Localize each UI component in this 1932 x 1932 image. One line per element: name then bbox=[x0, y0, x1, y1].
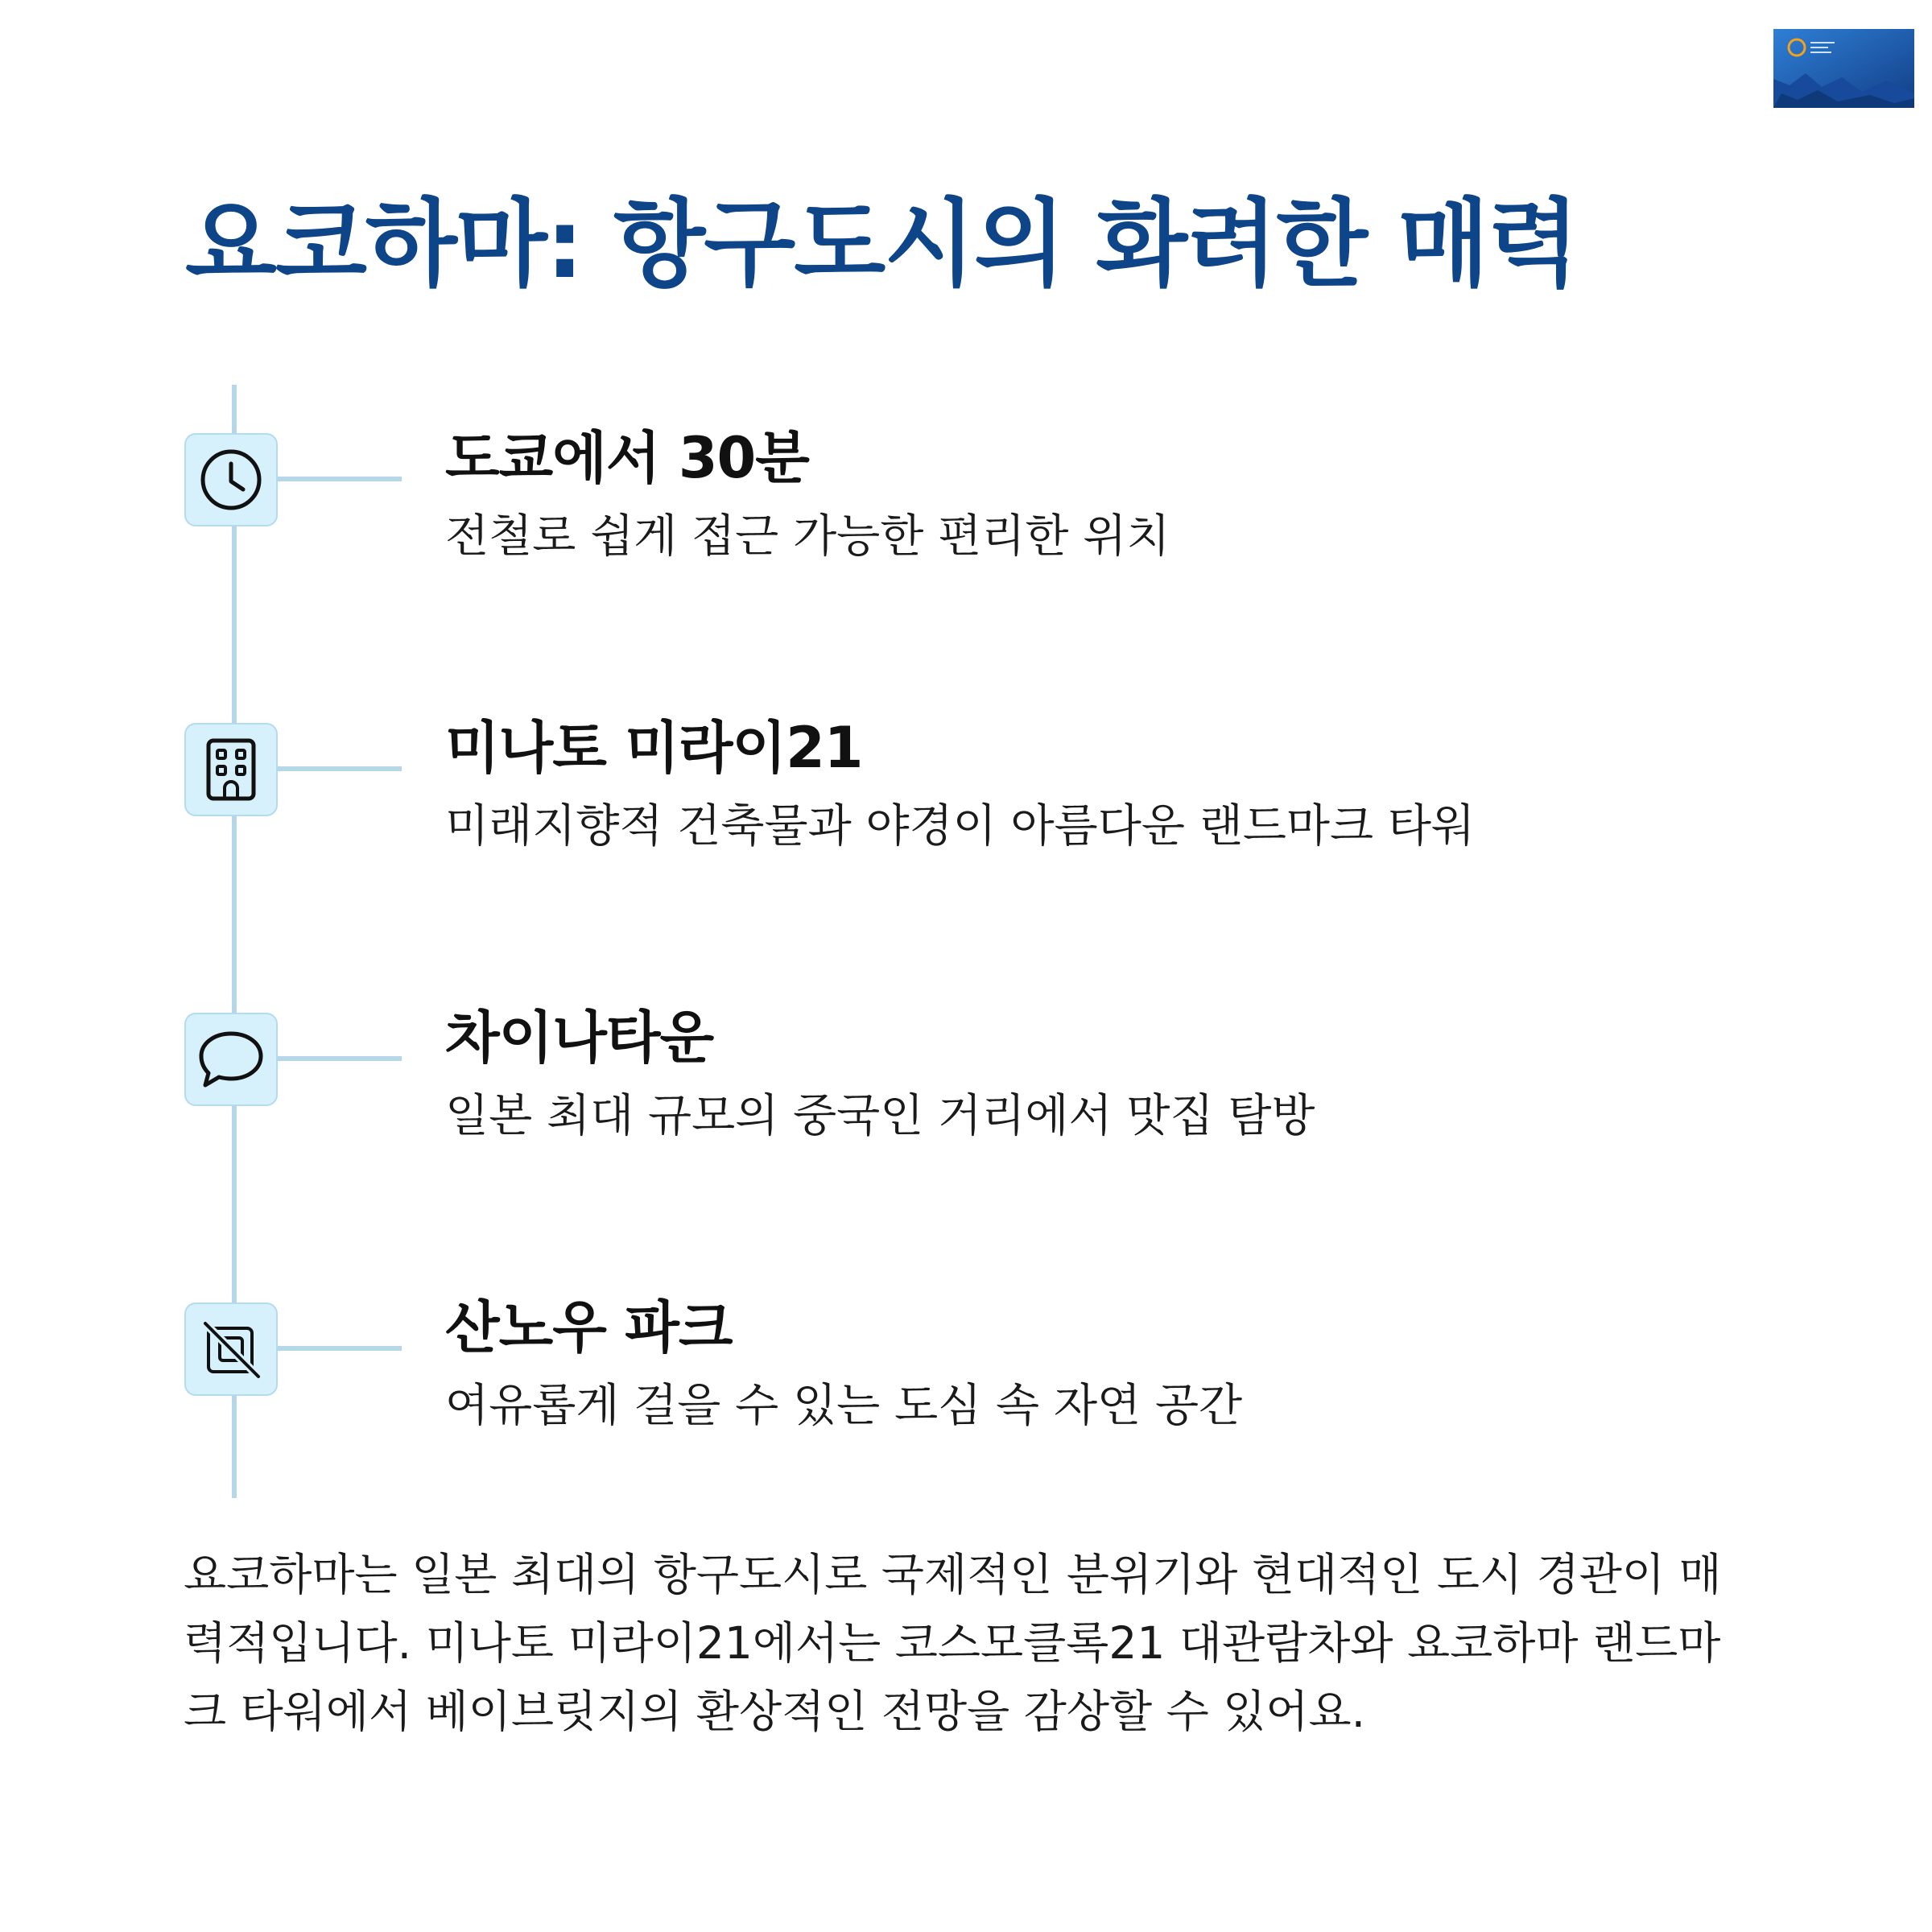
item-description: 일본 최대 규모의 중국인 거리에서 맛집 탐방 bbox=[445, 1090, 1315, 1142]
item-title: 차이나타운 bbox=[445, 1005, 714, 1071]
clock-icon bbox=[199, 448, 263, 512]
chat-bubble-icon bbox=[197, 1029, 265, 1090]
item-description: 여유롭게 걸을 수 있는 도심 속 자연 공간 bbox=[445, 1380, 1243, 1432]
item-title: 산노우 파크 bbox=[445, 1294, 733, 1360]
page-title: 요코하마: 항구도시의 화려한 매력 bbox=[185, 188, 1579, 299]
timeline-item-minatomirai bbox=[0, 678, 1932, 887]
timeline-connector bbox=[277, 1346, 402, 1351]
item-description: 미래지향적 건축물과 야경이 아름다운 랜드마크 타워 bbox=[445, 800, 1476, 852]
timeline-item-tokyo bbox=[0, 388, 1932, 597]
icon-box bbox=[184, 723, 278, 816]
item-title: 도쿄에서 30분 bbox=[445, 425, 809, 491]
icon-box bbox=[184, 1013, 278, 1106]
timeline-item-chinatown bbox=[0, 968, 1932, 1177]
item-description: 전철로 쉽게 접근 가능한 편리한 위치 bbox=[445, 510, 1170, 563]
summary-paragraph: 요코하마는 일본 최대의 항구도시로 국제적인 분위기와 현대적인 도시 경관이 매력적입니다. 미나토 미라이21에서는 코스모클록21 대관람차와 요코하마 랜드마크 타워에서 베이브릿지의 환상적인 전망을 감상할 수 있어요. bbox=[184, 1549, 1722, 1737]
timeline-connector bbox=[277, 477, 402, 481]
image-off-icon bbox=[199, 1317, 263, 1381]
icon-box bbox=[184, 1302, 278, 1396]
timeline-connector bbox=[277, 766, 402, 771]
timeline-item-park bbox=[0, 1257, 1932, 1467]
item-title: 미나토 미라이21 bbox=[445, 715, 863, 781]
building-icon bbox=[203, 737, 259, 802]
logo-badge bbox=[1773, 29, 1914, 108]
timeline-connector bbox=[277, 1056, 402, 1061]
icon-box bbox=[184, 433, 278, 526]
